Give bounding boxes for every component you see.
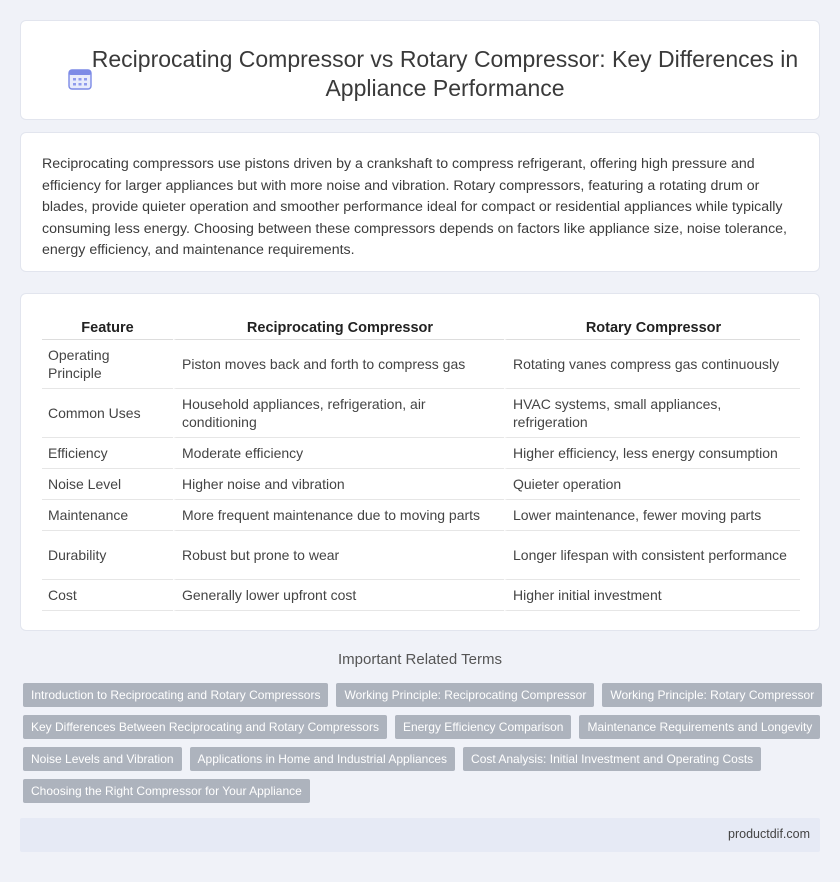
footer-site-link[interactable]: productdif.com [728, 827, 810, 841]
related-term-tag[interactable]: Cost Analysis: Initial Investment and Operating Costs [463, 747, 761, 771]
header-feature: Feature [42, 314, 173, 340]
cell-reciprocating: Piston moves back and forth to compress gas [173, 340, 504, 389]
table-row [42, 340, 800, 389]
related-term-tag[interactable]: Choosing the Right Compressor for Your Appliance [23, 779, 310, 803]
related-term-tag[interactable]: Working Principle: Reciprocating Compressor [336, 683, 594, 707]
table-row [42, 438, 800, 469]
cell-feature: Cost [42, 580, 173, 611]
related-term-tag[interactable]: Noise Levels and Vibration [23, 747, 182, 771]
intro-card [20, 132, 820, 272]
cell-rotary: HVAC systems, small appliances, refrigeration [504, 389, 800, 438]
cell-rotary: Lower maintenance, fewer moving parts [504, 500, 800, 531]
intro-paragraph: Reciprocating compressors use pistons driven by a crankshaft to compress refrigerant, offering high pressure and efficiency for larger appliances but with more noise and vibration. Rotary compressors, featuring a rotating drum or blades, provide quieter operation and smoother performance ideal for compact or residential appliances while typically consuming less energy. Choosing between these compressors depends on factors like appliance size, noise tolerance, energy efficiency, and maintenance requirements. [42, 156, 788, 258]
related-terms-list [23, 683, 823, 803]
cell-rotary: Rotating vanes compress gas continuously [504, 340, 800, 389]
related-term-tag[interactable]: Key Differences Between Reciprocating and Rotary Compressors [23, 715, 387, 739]
cell-feature: Efficiency [42, 438, 173, 469]
cell-rotary: Quieter operation [504, 469, 800, 500]
related-term-tag[interactable]: Energy Efficiency Comparison [395, 715, 572, 739]
cell-reciprocating: Household appliances, refrigeration, air conditioning [173, 389, 504, 438]
cell-rotary: Longer lifespan with consistent performance [504, 531, 800, 580]
page-title: Reciprocating Compressor vs Rotary Compressor: Key Differences in Appliance Performance [91, 46, 799, 101]
table-header-row [42, 314, 800, 340]
related-term-tag[interactable]: Applications in Home and Industrial Appliances [190, 747, 455, 771]
cell-feature: Maintenance [42, 500, 173, 531]
related-term-tag[interactable]: Introduction to Reciprocating and Rotary Compressors [23, 683, 328, 707]
cell-reciprocating: Robust but prone to wear [173, 531, 504, 580]
table-row [42, 389, 800, 438]
cell-reciprocating: Higher noise and vibration [173, 469, 504, 500]
comparison-table [42, 314, 800, 611]
cell-feature: Operating Principle [42, 340, 173, 389]
cell-rotary: Higher initial investment [504, 580, 800, 611]
table-row [42, 469, 800, 500]
cell-reciprocating: Generally lower upfront cost [173, 580, 504, 611]
cell-feature: Common Uses [42, 389, 173, 438]
related-term-tag[interactable]: Maintenance Requirements and Longevity [579, 715, 820, 739]
related-term-tag[interactable]: Working Principle: Rotary Compressor [602, 683, 822, 707]
header-rotary: Rotary Compressor [504, 314, 800, 340]
cell-rotary: Higher efficiency, less energy consumption [504, 438, 800, 469]
cell-feature: Noise Level [42, 469, 173, 500]
cell-reciprocating: More frequent maintenance due to moving parts [173, 500, 504, 531]
comparison-table-card [20, 293, 820, 631]
table-row [42, 531, 800, 580]
footer [20, 818, 820, 852]
related-terms-title: Important Related Terms [338, 651, 502, 668]
cell-feature: Durability [42, 531, 173, 580]
table-row [42, 500, 800, 531]
header-reciprocating: Reciprocating Compressor [173, 314, 504, 340]
cell-reciprocating: Moderate efficiency [173, 438, 504, 469]
table-row [42, 580, 800, 611]
